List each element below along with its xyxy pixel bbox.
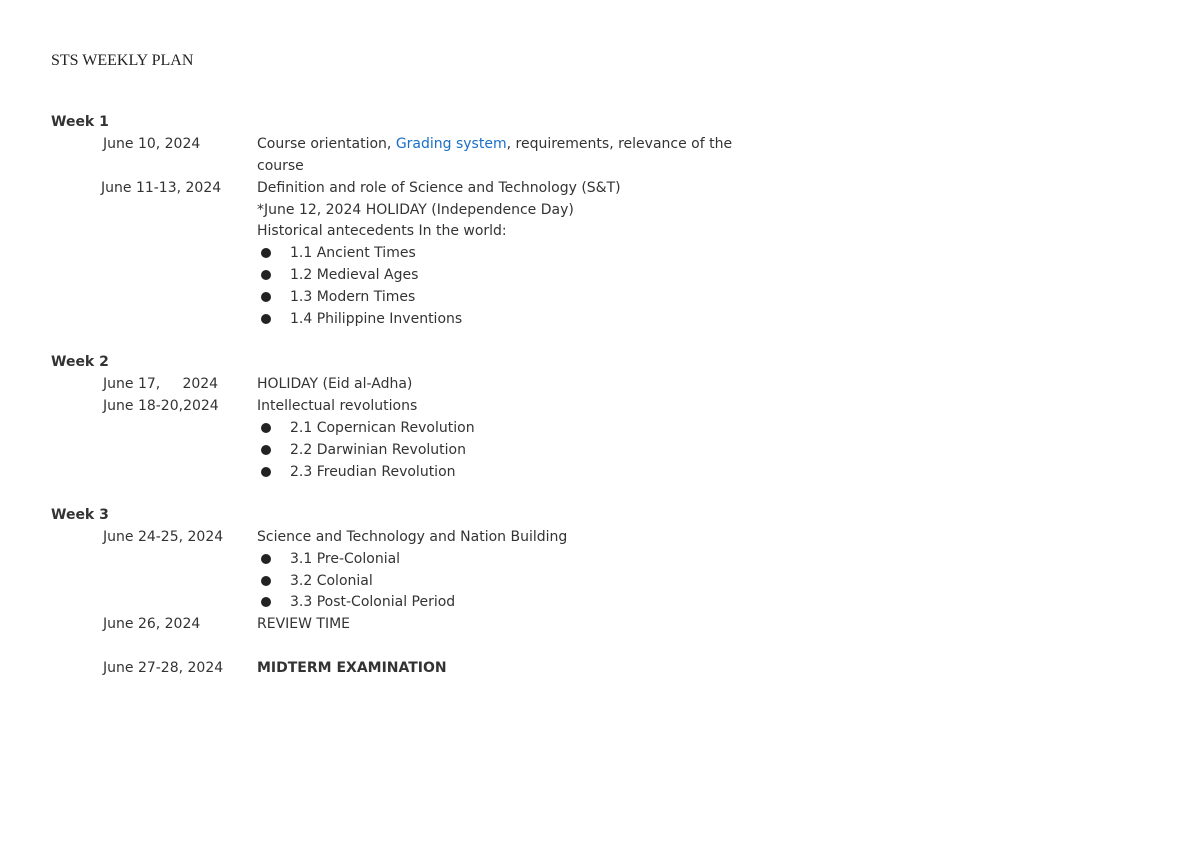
- document-title: STS WEEKLY PLAN: [51, 52, 194, 69]
- text-fragment: , requirements, relevance of the: [506, 136, 733, 152]
- entry-date: June 18-20,2024: [103, 398, 219, 414]
- bullet-icon: [261, 270, 271, 280]
- bullet-icon: [261, 423, 271, 433]
- entry-date: June 17, 2024: [103, 376, 219, 392]
- list-item-text: 2.1 Copernican Revolution: [290, 420, 475, 436]
- entry-date: June 24-25, 2024: [103, 529, 224, 545]
- list-item-text: 1.1 Ancient Times: [290, 245, 416, 261]
- week-2-heading: Week 2: [51, 354, 109, 370]
- list-item-text: 3.2 Colonial: [290, 573, 373, 589]
- entry-date: June 10, 2024: [103, 136, 201, 152]
- entry-description: [257, 136, 732, 152]
- entry-date: June 26, 2024: [103, 616, 201, 632]
- list-item: [261, 420, 475, 436]
- bullet-icon: [261, 292, 271, 302]
- entry-line: Definition and role of Science and Technology (S&T): [257, 180, 621, 196]
- text-fragment: Course orientation,: [257, 136, 396, 152]
- bullet-icon: [261, 445, 271, 455]
- list-item: [261, 573, 373, 589]
- entry-line: Historical antecedents In the world:: [257, 223, 507, 239]
- entry-line: Science and Technology and Nation Building: [257, 529, 568, 545]
- holiday-note: *June 12, 2024 HOLIDAY (Independence Day): [257, 202, 574, 218]
- list-item-text: 1.4 Philippine Inventions: [290, 311, 463, 327]
- list-item-text: 2.2 Darwinian Revolution: [290, 442, 466, 458]
- week-1-heading: Week 1: [51, 114, 109, 130]
- list-item-text: 3.3 Post-Colonial Period: [290, 594, 456, 610]
- entry-date: June 27-28, 2024: [103, 660, 224, 676]
- grading-system-link[interactable]: Grading system: [395, 136, 507, 152]
- entry-line: Intellectual revolutions: [257, 398, 418, 414]
- list-item-text: 2.3 Freudian Revolution: [290, 464, 456, 480]
- bullet-icon: [261, 554, 271, 564]
- list-item-text: 3.1 Pre-Colonial: [290, 551, 401, 567]
- holiday-note: HOLIDAY (Eid al-Adha): [257, 376, 413, 392]
- bullet-icon: [261, 597, 271, 607]
- list-item: [261, 245, 416, 261]
- midterm-exam-label: MIDTERM EXAMINATION: [257, 660, 447, 676]
- entry-date: June 11-13, 2024: [101, 180, 222, 196]
- bullet-icon: [261, 248, 271, 258]
- entry-description-continuation: course: [257, 158, 304, 174]
- bullet-icon: [261, 467, 271, 477]
- bullet-icon: [261, 576, 271, 586]
- list-item-text: 1.2 Medieval Ages: [290, 267, 419, 283]
- list-item-text: 1.3 Modern Times: [290, 289, 416, 305]
- list-item: [261, 551, 400, 567]
- list-item: [261, 289, 415, 305]
- list-item: [261, 442, 466, 458]
- week-3-heading: Week 3: [51, 507, 109, 523]
- list-item: [261, 267, 418, 283]
- list-item: [261, 464, 456, 480]
- list-item: [261, 594, 455, 610]
- bullet-icon: [261, 314, 271, 324]
- entry-line: REVIEW TIME: [257, 616, 351, 632]
- list-item: [261, 311, 462, 327]
